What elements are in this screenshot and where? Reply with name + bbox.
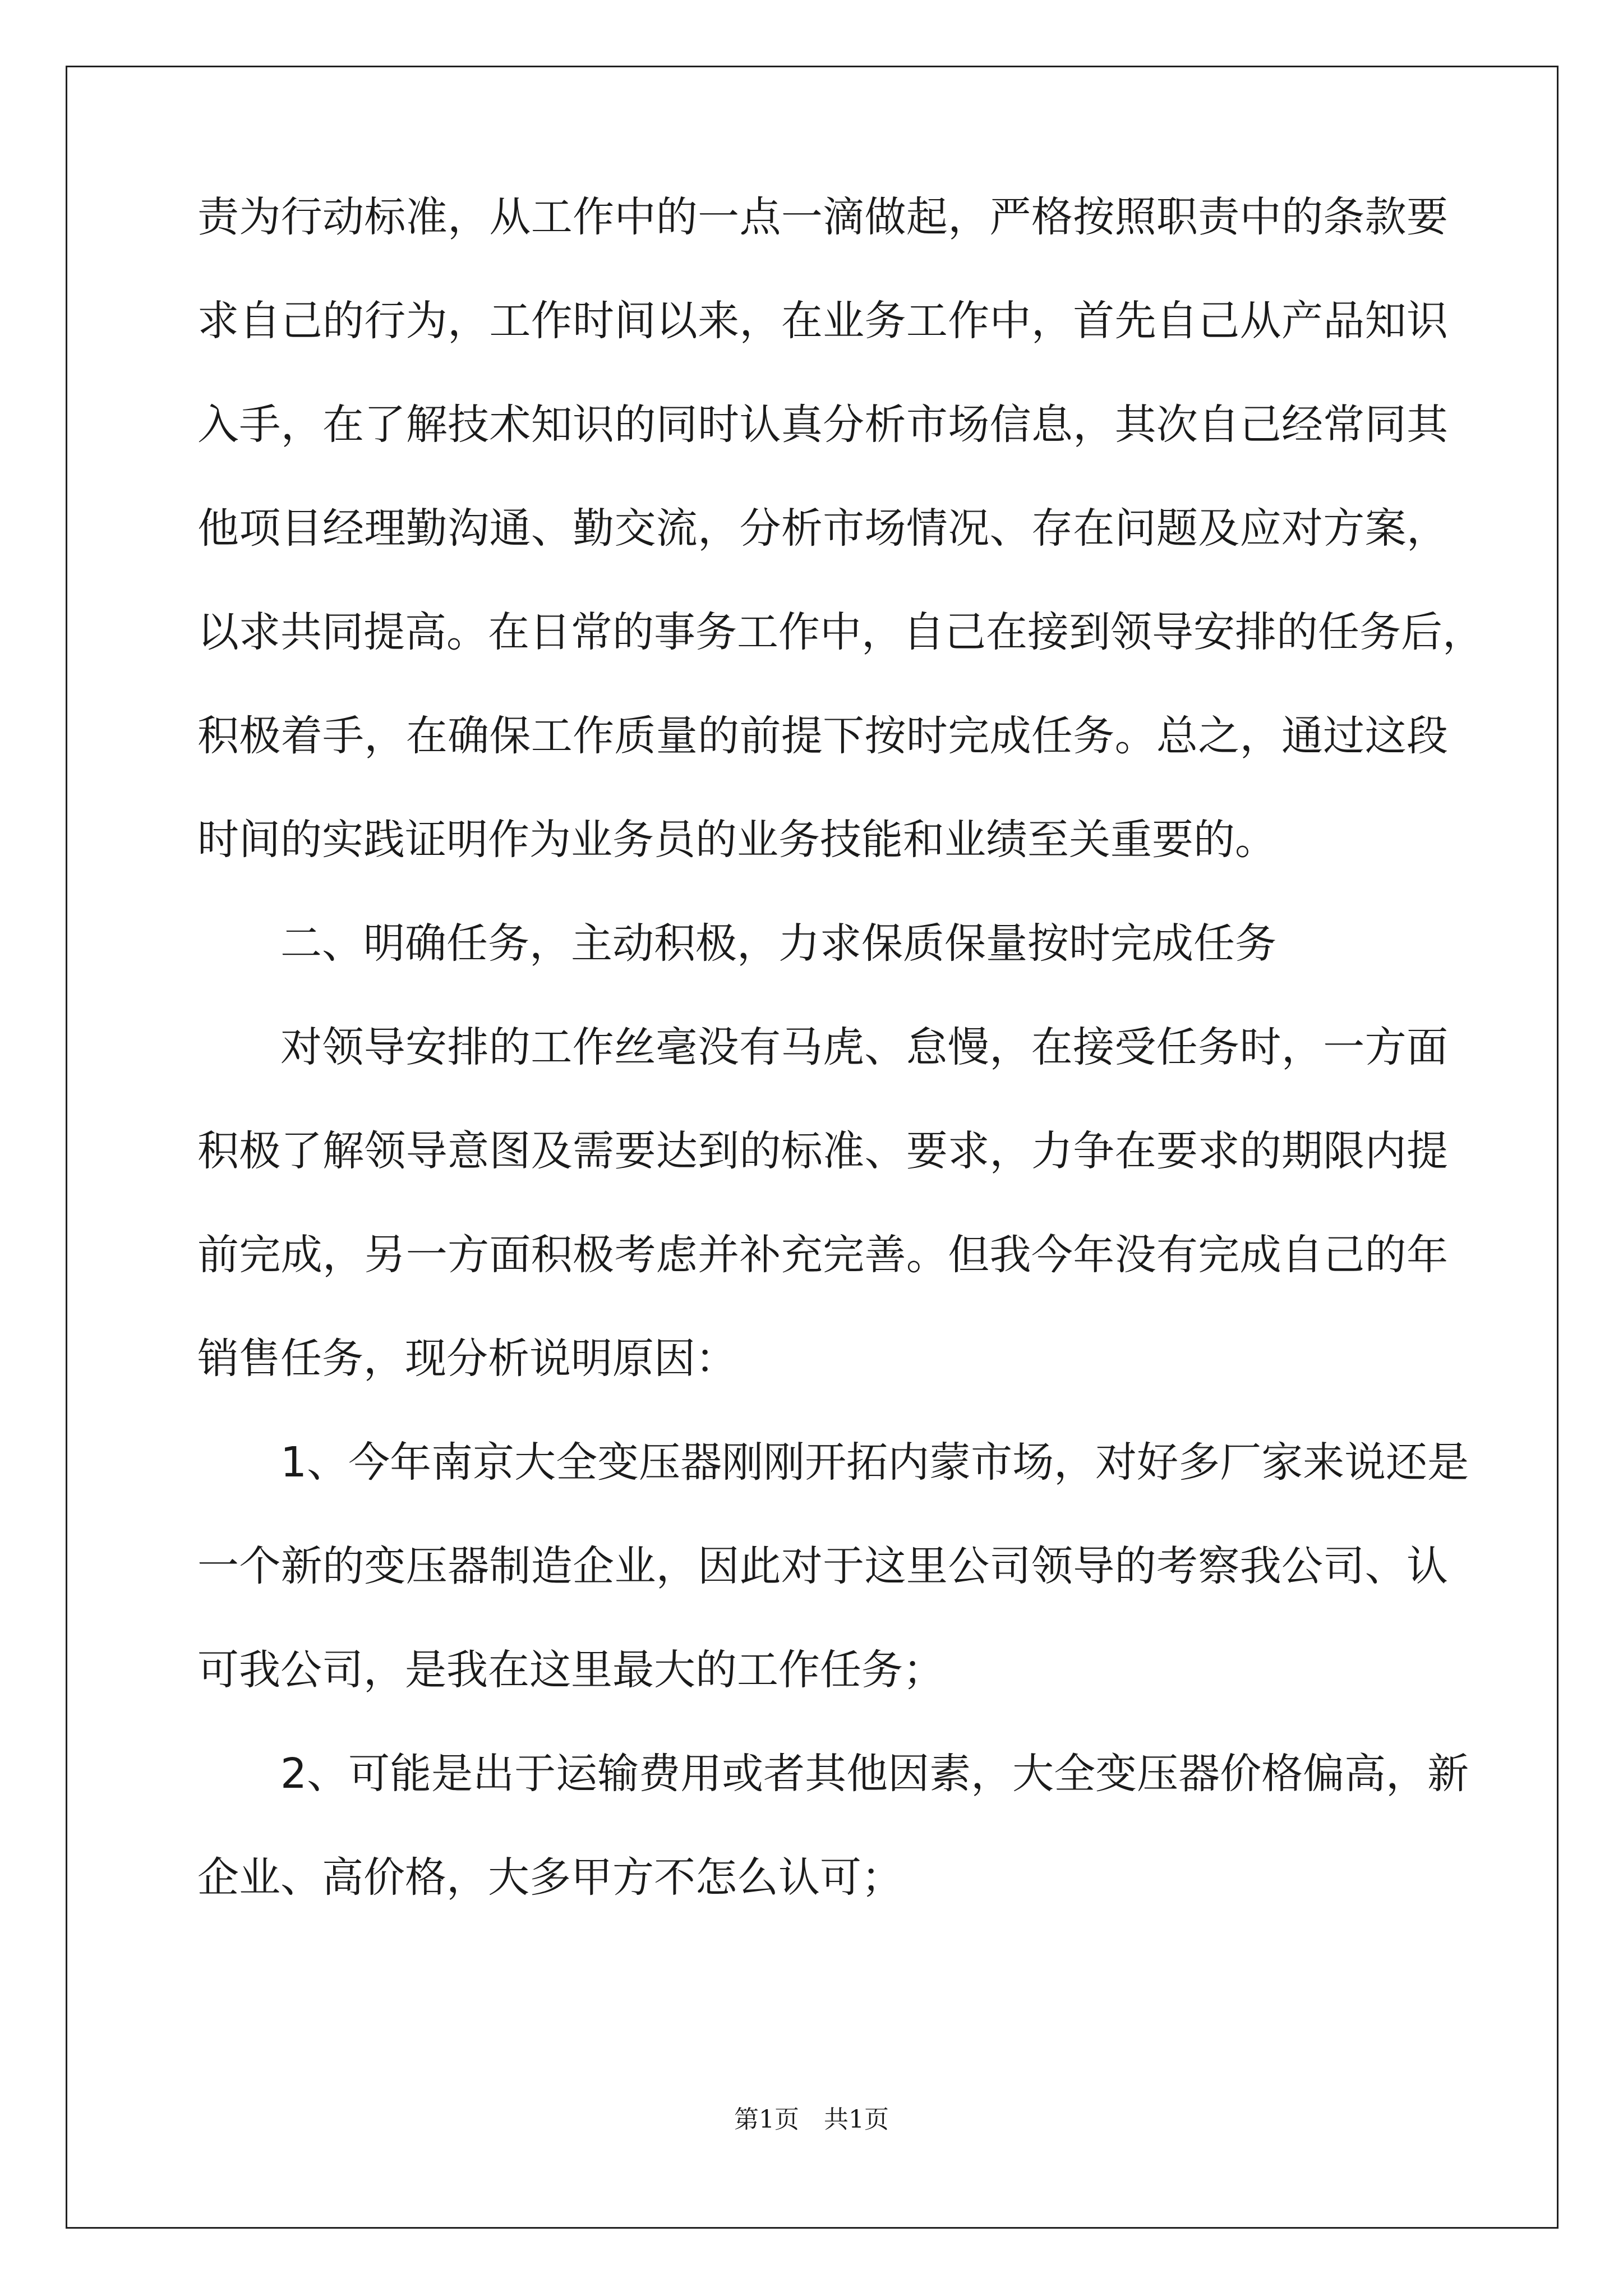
paragraph-line: 入手，在了解技术知识的同时认真分析市场信息，其次自己经常同其 xyxy=(197,401,1448,449)
paragraph-line: 时间的实践证明作为业务员的业务技能和业绩至关重要的。 xyxy=(197,816,1276,864)
paragraph-line: 他项目经理勤沟通、勤交流，分析市场情况、存在问题及应对方案， xyxy=(197,504,1448,553)
paragraph-line: 积极了解领导意图及需要达到的标准、要求，力争在要求的期限内提 xyxy=(197,1127,1448,1175)
page-total: 共1页 xyxy=(824,2105,889,2134)
paragraph-line: 对领导安排的工作丝毫没有马虎、怠慢，在接受任务时，一方面 xyxy=(280,1023,1448,1071)
paragraph-line: 积极着手，在确保工作质量的前提下按时完成任务。总之，通过这段 xyxy=(197,712,1448,760)
paragraph-line: 求自己的行为，工作时间以来，在业务工作中，首先自己从产品知识 xyxy=(197,297,1448,345)
page-number: 第1页 xyxy=(734,2105,799,2134)
paragraph-line: 责为行动标准，从工作中的一点一滴做起，严格按照职责中的条款要 xyxy=(197,193,1448,241)
list-item-line: 2、可能是出于运输费用或者其他因素，大全变压器价格偏高，新 xyxy=(280,1750,1469,1798)
list-item-line: 1、今年南京大全变压器刚刚开拓内蒙市场，对好多厂家来说还是 xyxy=(280,1438,1469,1487)
document-body xyxy=(197,193,1484,1902)
paragraph-line: 以求共同提高。在日常的事务工作中，自己在接到领导安排的任务后， xyxy=(197,608,1484,656)
list-item-line: 企业、高价格，大多甲方不怎么认可； xyxy=(197,1853,903,1902)
list-item-line: 一个新的变压器制造企业，因此对于这里公司领导的考察我公司、认 xyxy=(197,1542,1448,1590)
list-item-line: 可我公司，是我在这里最大的工作任务； xyxy=(197,1646,944,1694)
page-footer xyxy=(0,2105,1623,2134)
section-heading: 二、明确任务，主动积极，力求保质保量按时完成任务 xyxy=(280,919,1276,968)
paragraph-line: 前完成，另一方面积极考虑并补充完善。但我今年没有完成自己的年 xyxy=(197,1231,1448,1279)
paragraph-line: 销售任务，现分析说明原因： xyxy=(197,1335,737,1383)
